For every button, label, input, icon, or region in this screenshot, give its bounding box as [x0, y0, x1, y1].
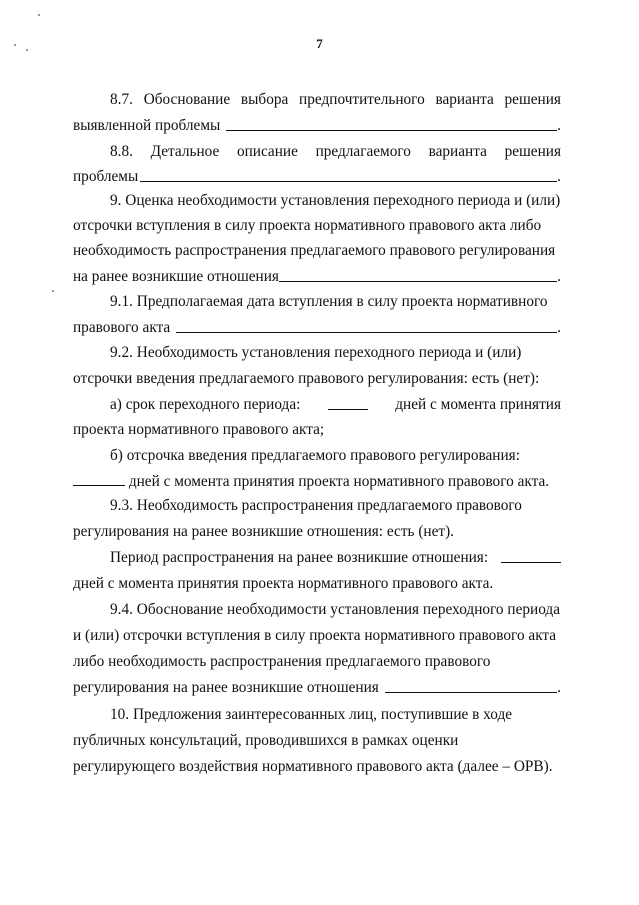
word: варианта — [428, 143, 487, 160]
para-9-4-line-1: 9.4. Обоснование необходимости установления переходного периода — [110, 601, 560, 618]
period-line-2: дней с момента принятия проекта нормативного правового акта. — [73, 575, 494, 592]
para-9-3-line-2: регулирования на ранее возникшие отношения: есть (нет). — [73, 523, 455, 540]
para-9-1-line-1: 9.1. Предполагаемая дата вступления в силу проекта нормативного — [110, 293, 548, 310]
para-9-line-4 — [73, 266, 561, 288]
text: а) срок переходного периода: — [110, 396, 301, 413]
para-10-line-3: регулирующего воздействия нормативного правового акта (далее – ОРВ). — [73, 758, 553, 775]
text: дней с момента принятия — [395, 396, 561, 413]
scan-speck — [38, 14, 40, 16]
para-9-line-3: необходимость распространения предлагаемого правового регулирования — [73, 242, 556, 259]
word: выбора — [240, 91, 289, 108]
text: регулирования на ранее возникшие отношения — [73, 679, 379, 696]
para-9-2-line-1: 9.2. Необходимость установления переходного периода и (или) — [110, 344, 522, 361]
para-10-line-2: публичных консультаций, проводившихся в рамках оценки — [73, 732, 459, 749]
para-9-line-1: 9. Оценка необходимости установления переходного периода и (или) — [110, 192, 561, 209]
item-b-line-2 — [73, 470, 561, 492]
word: предпочтительного — [299, 91, 425, 108]
word: предлагаемого — [315, 143, 411, 160]
blank-line — [176, 317, 557, 333]
para-8-7-line-2 — [73, 115, 561, 137]
text: на ранее возникшие отношения — [73, 268, 279, 285]
scan-speck — [52, 290, 54, 292]
word: Детальное — [150, 143, 220, 160]
para-8-7-line-1 — [110, 89, 561, 111]
period-mark: . — [557, 268, 561, 285]
word: описание — [236, 143, 298, 160]
blank-line — [226, 115, 557, 131]
page-number: 7 — [316, 36, 323, 51]
text: Период распространения на ранее возникшие отношения: — [110, 549, 489, 566]
word: Обоснование — [143, 91, 231, 108]
text: дней с момента принятия проекта нормативного правового акта. — [128, 473, 550, 490]
para-8-7-number: 8.7. — [110, 91, 133, 108]
period-mark: . — [557, 679, 561, 696]
item-a-line-1 — [110, 394, 561, 416]
para-8-8-line-2 — [73, 166, 561, 188]
para-9-3-line-1: 9.3. Необходимость распространения предлагаемого правового — [110, 497, 522, 514]
word: решения — [504, 143, 561, 160]
scan-speck — [26, 49, 28, 51]
para-9-line-2: отсрочки вступления в силу проекта нормативного правового акта либо — [73, 217, 542, 234]
blank-line — [385, 677, 557, 693]
text: правового акта — [73, 319, 171, 336]
word: решения — [504, 91, 561, 108]
blank-line — [279, 266, 557, 282]
period-mark: . — [557, 319, 561, 336]
para-9-4-line-3: либо необходимость распространения предлагаемого правового — [73, 653, 491, 670]
para-10-line-1: 10. Предложения заинтересованных лиц, поступившие в ходе — [110, 706, 513, 723]
para-9-4-line-4 — [73, 677, 561, 699]
item-a-line-2: проекта нормативного правового акта; — [73, 421, 325, 438]
blank-line — [140, 166, 557, 182]
item-b-line-1: б) отсрочка введения предлагаемого правового регулирования: — [110, 447, 520, 464]
para-8-8-number: 8.8. — [110, 143, 133, 160]
text: проблемы — [73, 168, 139, 185]
para-8-8-line-1 — [110, 141, 561, 163]
word: варианта — [435, 91, 494, 108]
para-9-4-line-2: и (или) отсрочки вступления в силу проекта нормативного правового акта — [73, 627, 557, 644]
text: выявленной проблемы — [73, 117, 221, 134]
blank-line — [328, 394, 368, 410]
blank-line — [501, 547, 561, 563]
period-mark: . — [557, 168, 561, 185]
para-9-1-line-2 — [73, 317, 561, 339]
period-mark: . — [557, 117, 561, 134]
para-9-2-line-2: отсрочки введения предлагаемого правового регулирования: есть (нет): — [73, 370, 540, 387]
blank-line — [73, 470, 125, 486]
period-line-1 — [110, 547, 561, 569]
scan-speck — [14, 44, 16, 46]
